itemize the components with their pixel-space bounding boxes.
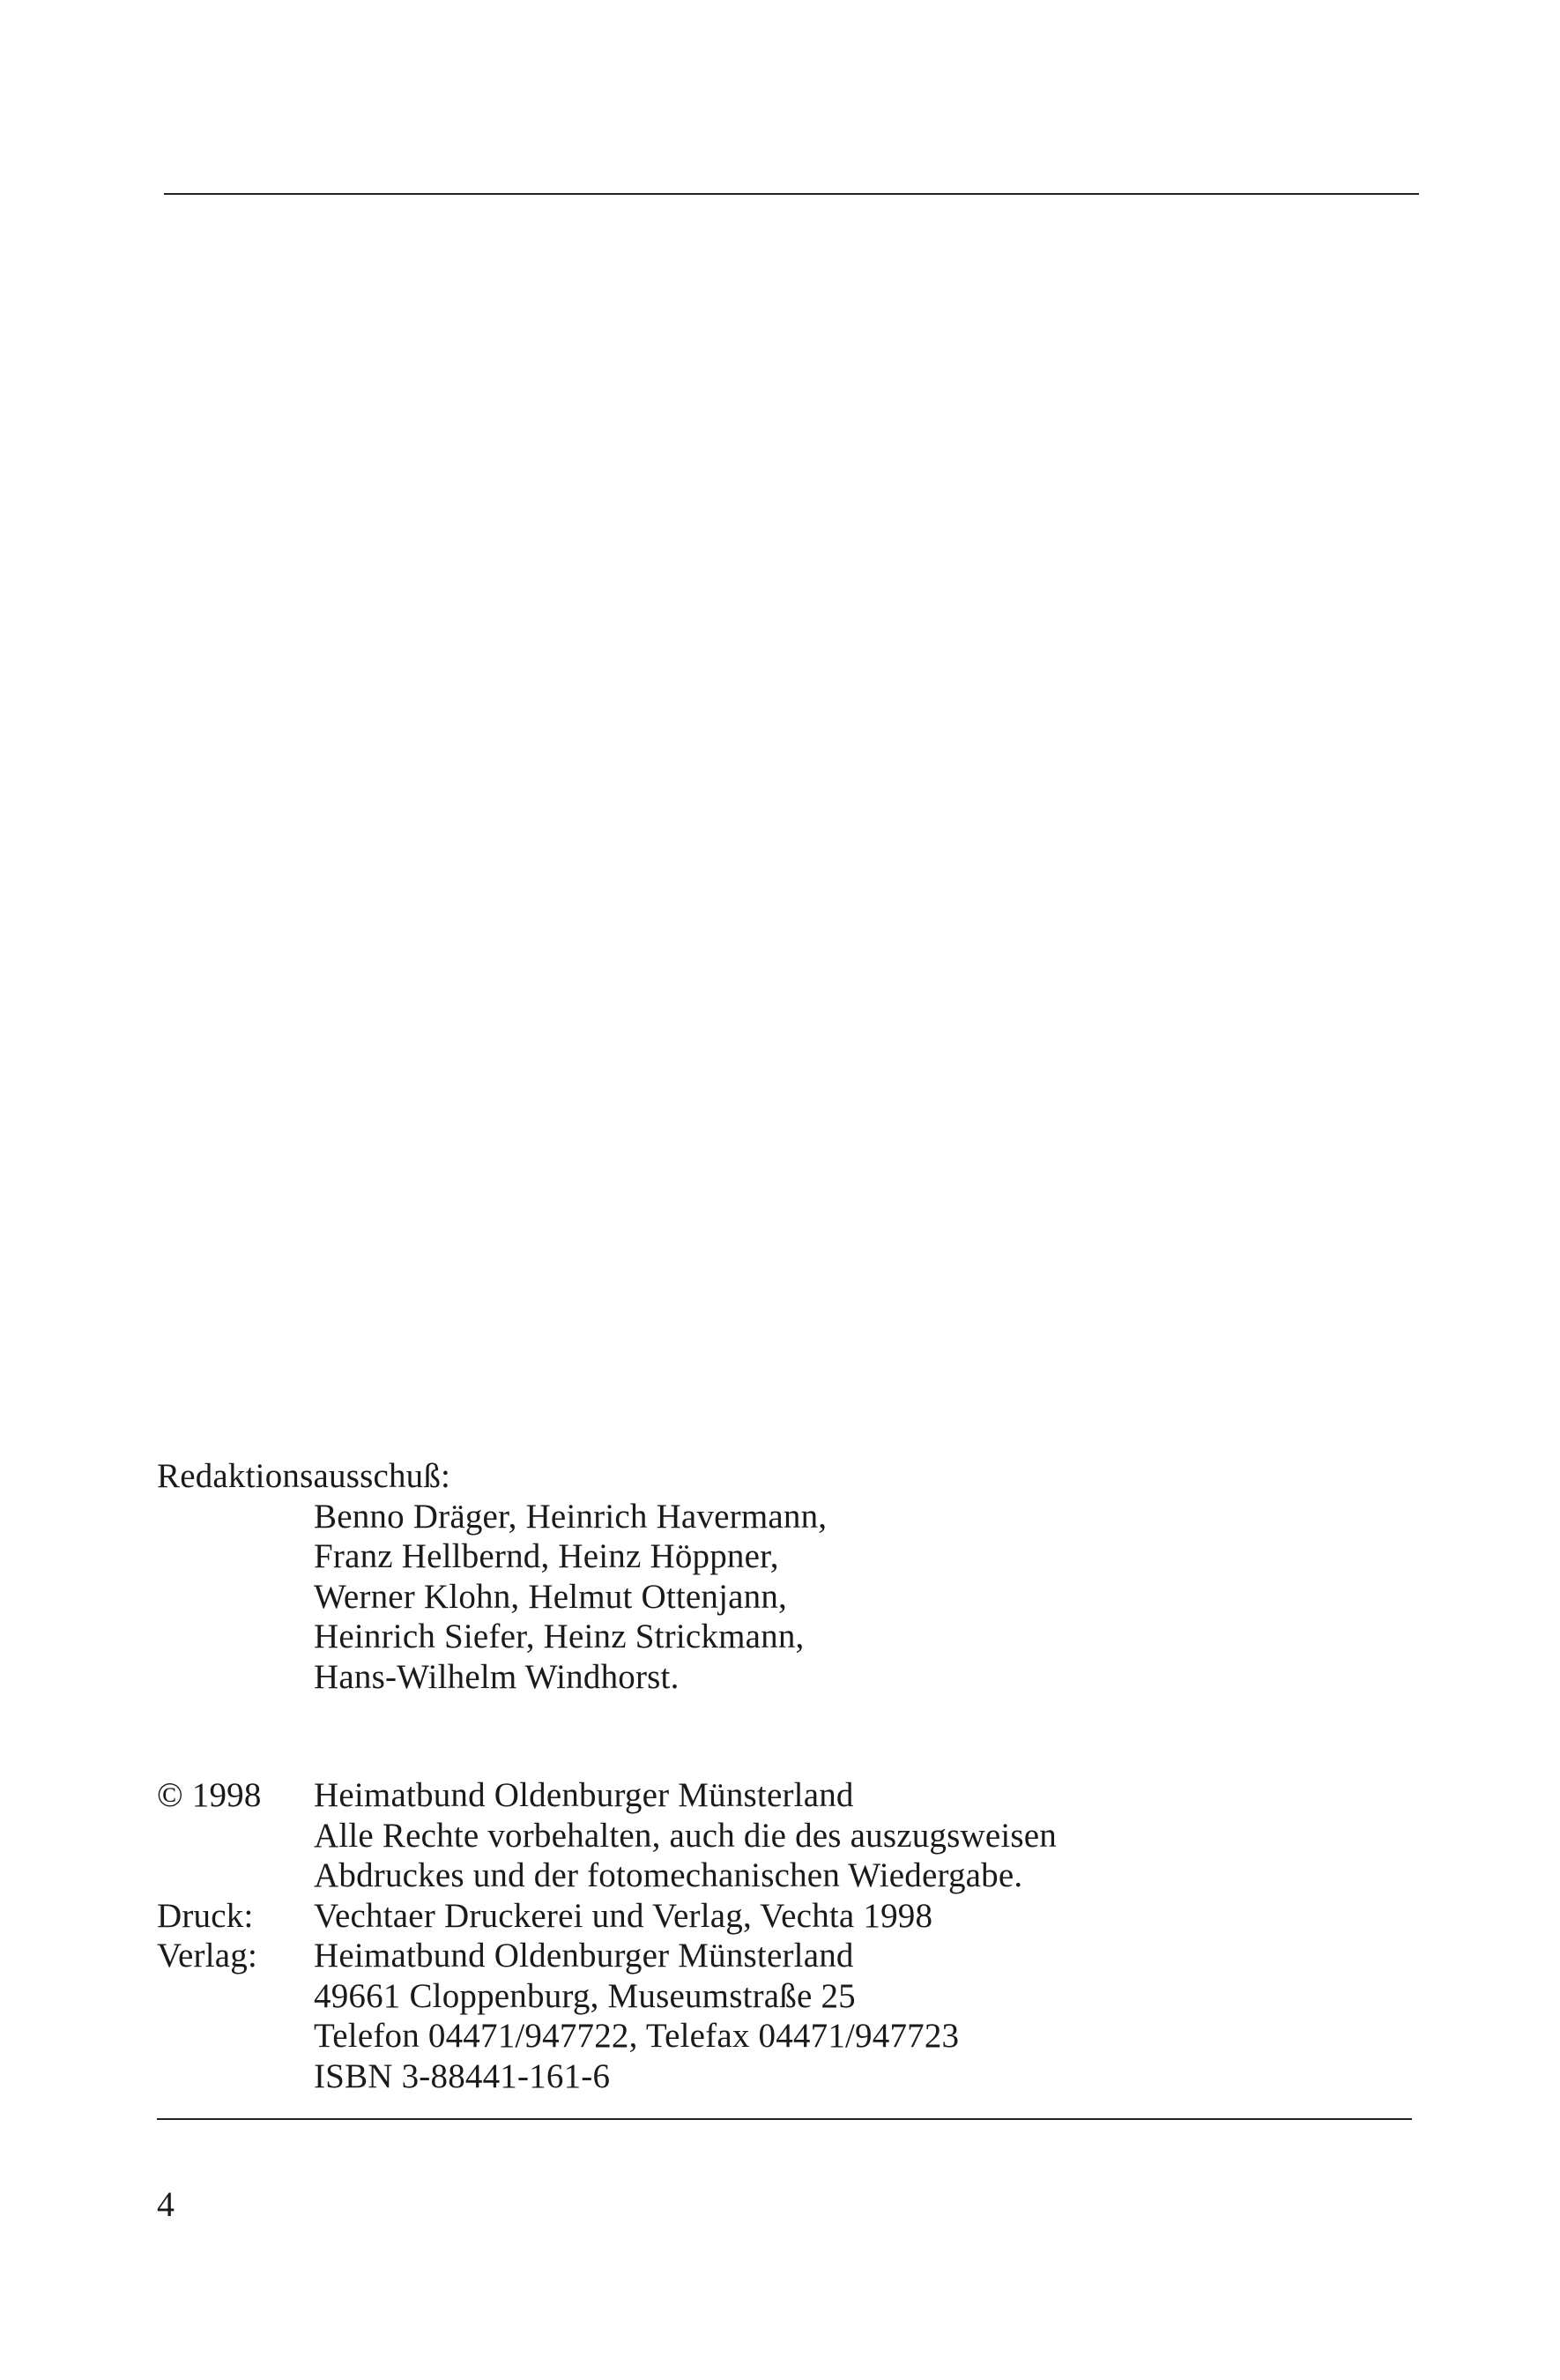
page-number: 4 [157,2184,175,2224]
committee-member-line: Heinrich Siefer, Heinz Strickmann, [314,1618,805,1655]
publisher-label: Verlag: [157,1937,258,1975]
print-line: Vechtaer Druckerei und Verlag, Vechta 1998 [314,1896,933,1935]
print-row [157,1896,1391,1937]
publisher-line: Telefon 04471/947722, Telefax 04471/947723 [314,2017,960,2055]
editorial-committee-heading: Redaktionsausschuß: [157,1457,451,1495]
publisher-row [157,1936,1391,2096]
bottom-rule [157,2118,1412,2120]
publisher-line: Heimatbund Oldenburger Münsterland [314,1937,854,1975]
editorial-committee-members [314,1497,1303,1698]
editorial-committee [157,1456,1303,1697]
copyright-row [157,1775,1391,1896]
copyright-label: © 1998 [157,1776,262,1814]
committee-member-line: Hans-Wilhelm Windhorst. [314,1657,680,1696]
copyright-line: Abdruckes und der fotomechanischen Wiedergabe. [314,1856,1023,1894]
copyright-lines [314,1775,1057,1896]
publisher-lines [314,1936,959,2096]
publisher-line: 49661 Cloppenburg, Museumstraße 25 [314,1976,856,2015]
print-label: Druck: [157,1896,254,1935]
copyright-line: Alle Rechte vorbehalten, auch die des auszugsweisen [314,1816,1057,1855]
print-lines [314,1896,932,1937]
copyright-line: Heimatbund Oldenburger Münsterland [314,1776,854,1814]
committee-member-line: Benno Dräger, Heinrich Havermann, [314,1497,828,1536]
publisher-line: ISBN 3-88441-161-6 [314,2056,611,2095]
committee-member-line: Franz Hellbernd, Heinz Höppner, [314,1537,779,1575]
committee-member-line: Werner Klohn, Helmut Ottenjann, [314,1577,788,1616]
imprint [157,1775,1391,2096]
top-rule [164,193,1419,195]
